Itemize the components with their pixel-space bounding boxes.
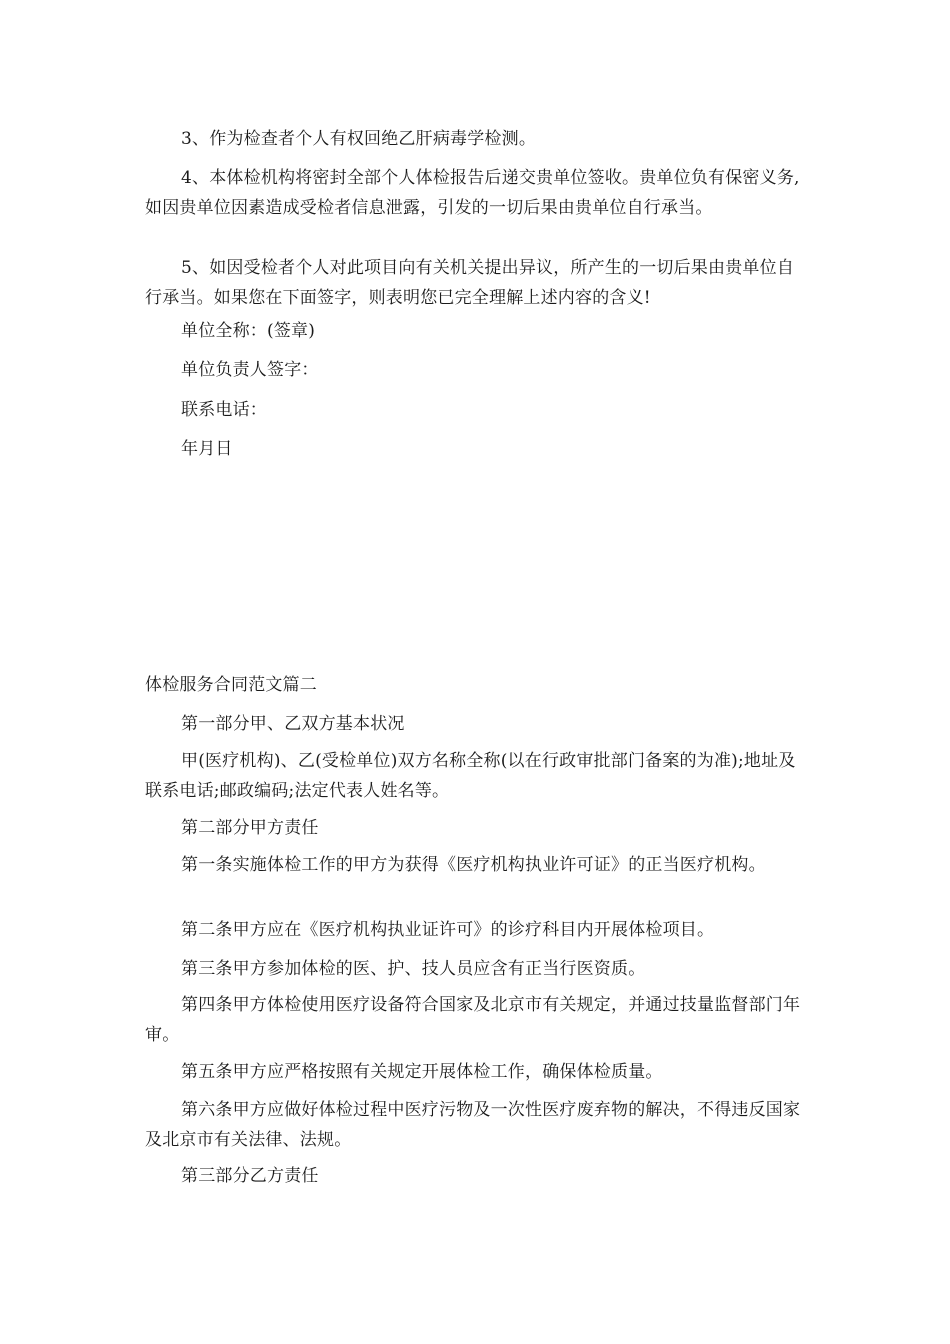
section-title: 体检服务合同范文篇二 [145,675,317,695]
article-2: 第二条甲方应在《医疗机构执业证许可》的诊疗科目内开展体检项目。 [181,920,715,940]
signature-phone: 联系电话： [181,400,267,420]
article-1: 第一条实施体检工作的甲方为获得《医疗机构执业许可证》的正当医疗机构。 [181,855,766,875]
signature-date: 年月日 [181,439,233,459]
part1-heading: 第一部分甲、乙双方基本状况 [181,714,405,734]
part3-heading: 第三部分乙方责任 [181,1166,319,1186]
article-6: 第六条甲方应做好体检过程中医疗污物及一次性医疗废弃物的解决，不得违反国家及北京市有关法律、法规。 [145,1100,801,1150]
article-4: 第四条甲方体检使用医疗设备符合国家及北京市有关规定，并通过技量监督部门年审。 [145,995,801,1045]
article-5: 第五条甲方应严格按照有关规定开展体检工作，确保体检质量。 [181,1062,663,1082]
notice-item-3: 3、作为检查者个人有权回绝乙肝病毒学检测。 [181,129,537,149]
notice-item-4: 4、本体检机构将密封全部个人体检报告后递交贵单位签收。贵单位负有保密义务,如因贵单位因素造成受检者信息泄露，引发的一切后果由贵单位自行承当。 [145,168,800,218]
part2-heading: 第二部分甲方责任 [181,818,319,838]
article-3: 第三条甲方参加体检的医、护、技人员应含有正当行医资质。 [181,959,646,979]
notice-item-5: 5、如因受检者个人对此项目向有关机关提出异议，所产生的一切后果由贵单位自行承当。如果您在下面签字，则表明您已完全理解上述内容的含义! [145,258,795,308]
signature-unit-name: 单位全称：(签章) [181,321,316,341]
part1-text: 甲(医疗机构)、乙(受检单位)双方名称全称(以在行政审批部门备案的为准);地址及联系电话;邮政编码;法定代表人姓名等。 [145,751,796,801]
signature-responsible: 单位负责人签字： [181,360,319,380]
